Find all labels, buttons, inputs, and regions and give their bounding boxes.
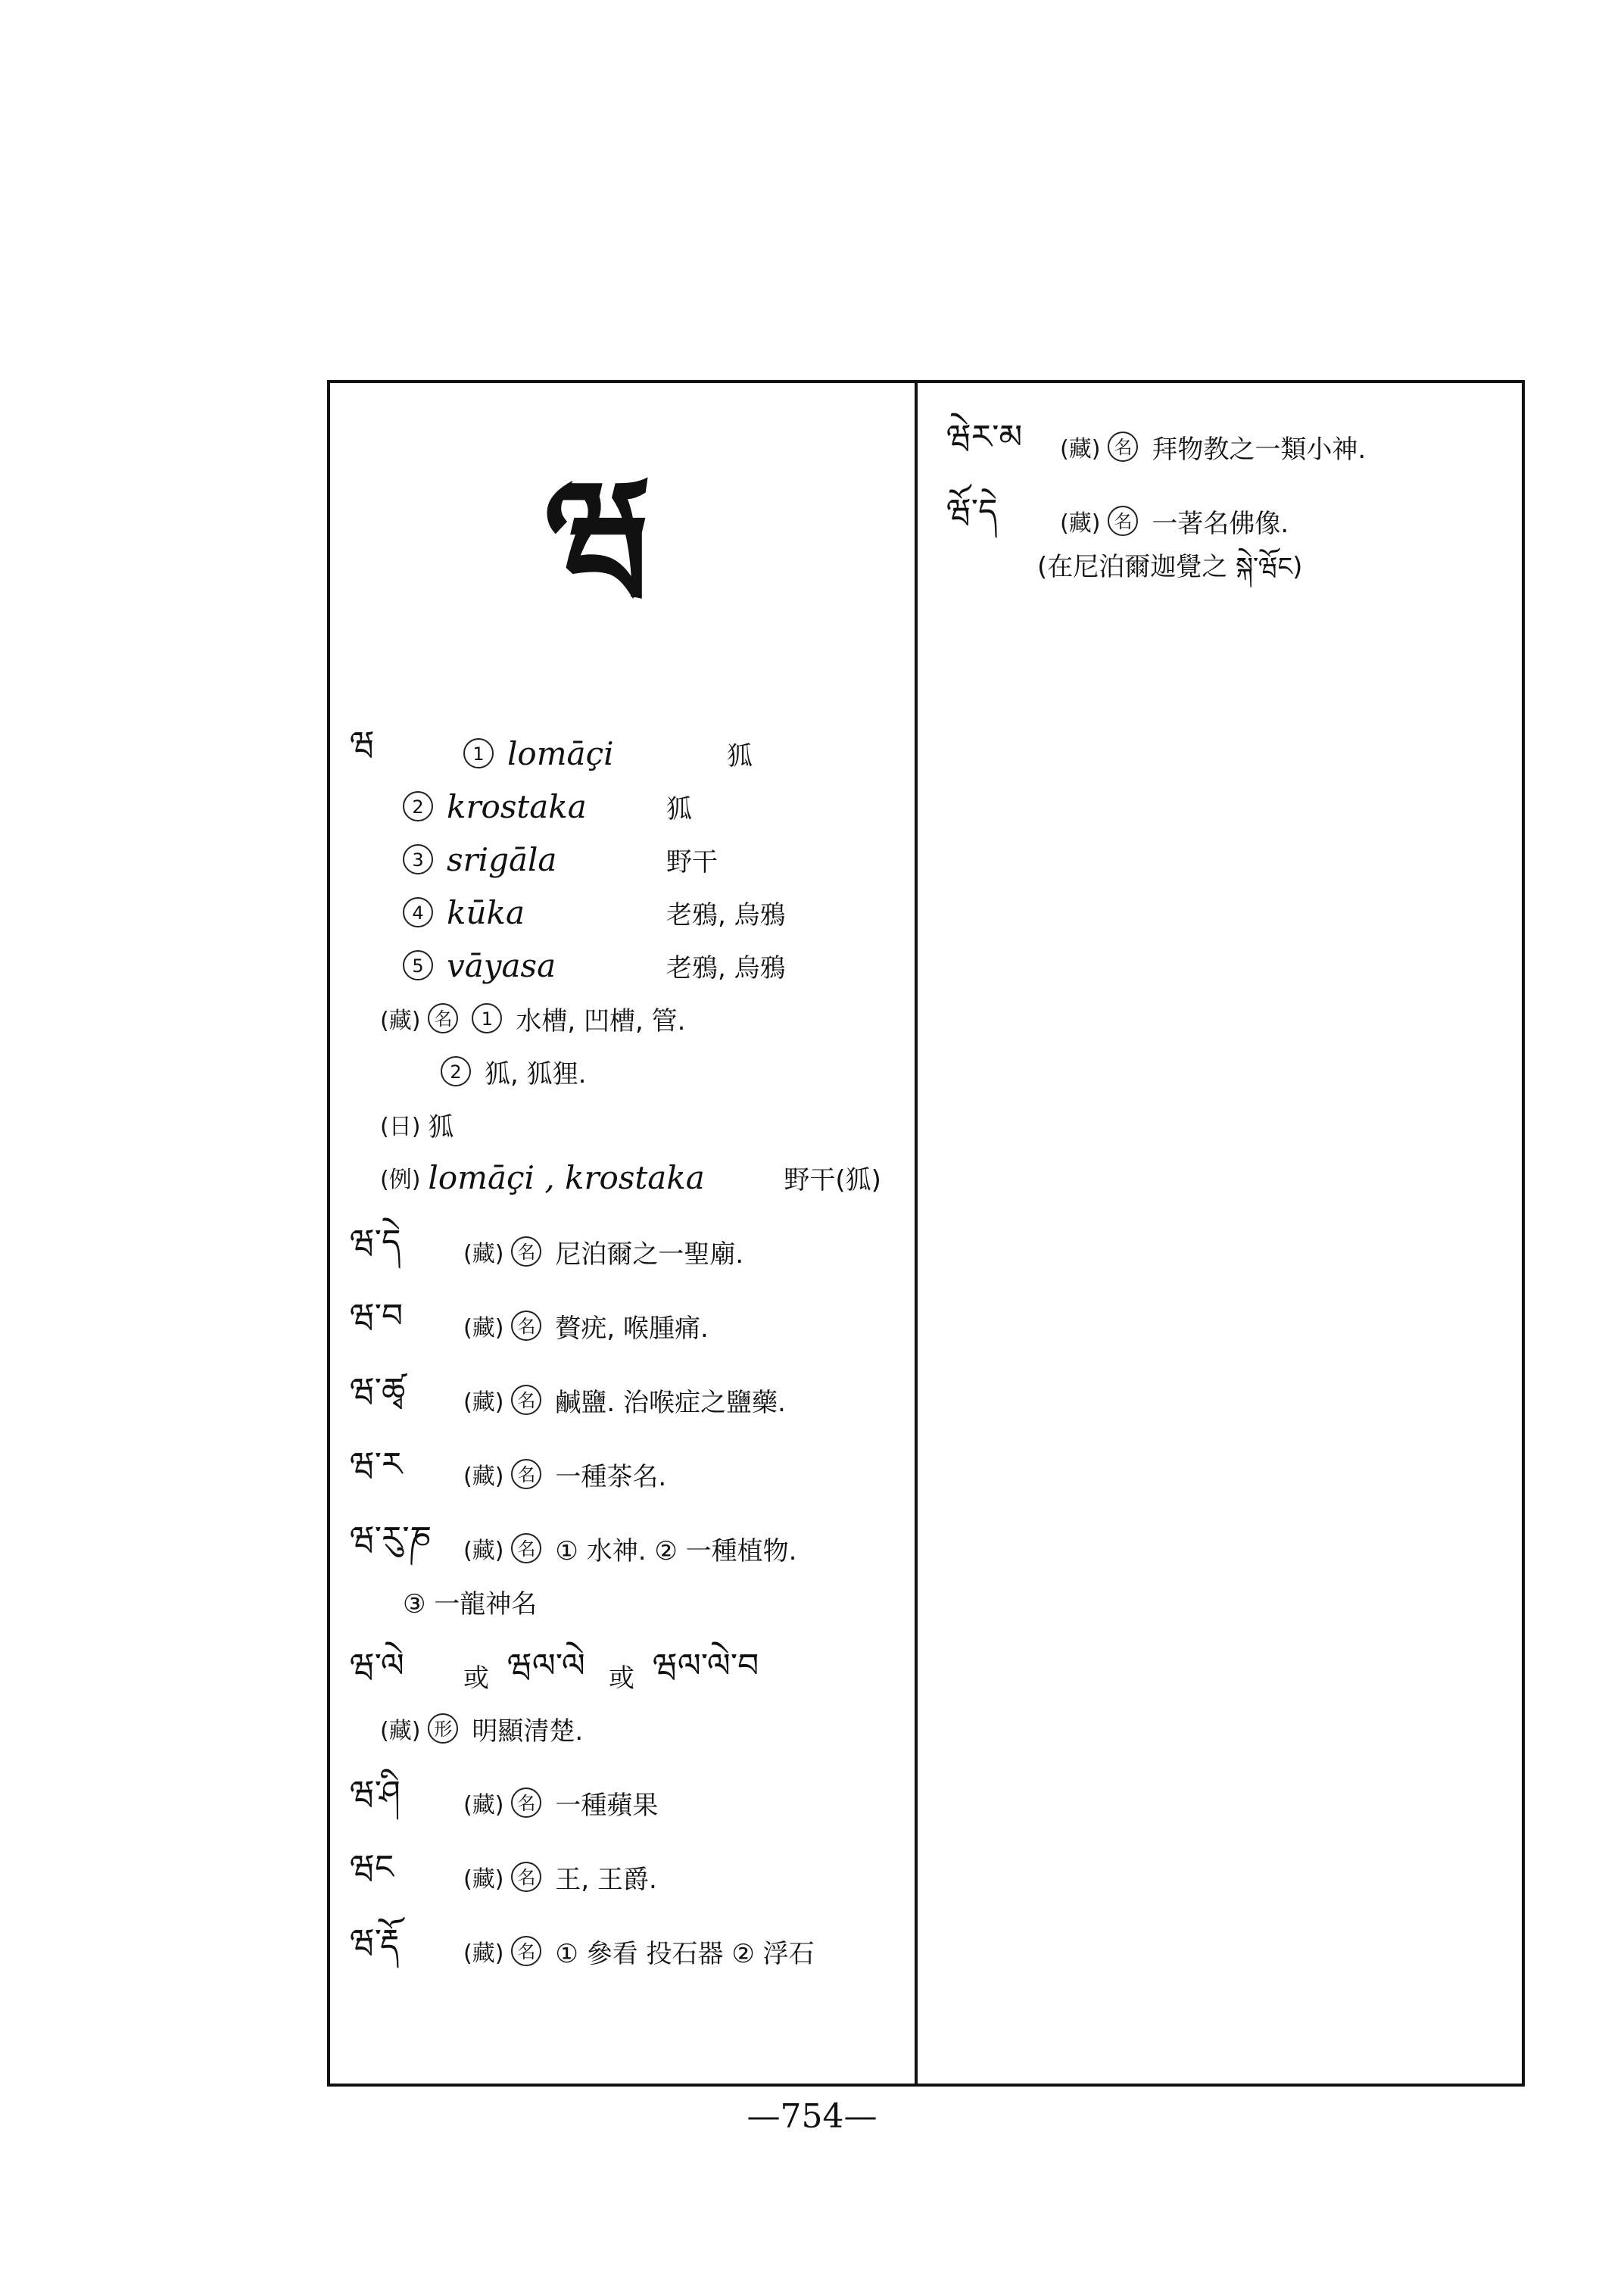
pos-mark: 名 — [511, 1533, 541, 1563]
pos-mark: 名 — [511, 1236, 541, 1267]
language-tag: (藏) — [463, 1538, 504, 1564]
chinese-gloss: ① 參看 投石器 ② 浮石 — [555, 1938, 815, 1969]
entry-line — [350, 1045, 910, 1098]
language-tag: (藏) — [463, 1866, 504, 1893]
entry-headword: ཝ་བ — [350, 1297, 404, 1336]
chinese-gloss: 老鴉, 烏鴉 — [666, 899, 786, 930]
entry-line — [350, 1299, 910, 1352]
entry-line — [350, 1373, 910, 1426]
chinese-gloss: 狐 — [428, 1111, 454, 1142]
chinese-gloss: ③ 一龍神名 — [403, 1588, 538, 1619]
entry-line — [350, 1445, 910, 1501]
sanskrit-term: lomāçi , krostaka — [428, 1158, 705, 1196]
entry-line — [350, 1776, 910, 1829]
left-column — [350, 727, 910, 1978]
entry-headword: ཝ་ར — [350, 1445, 403, 1484]
chinese-gloss: 狐, 狐狸. — [485, 1058, 587, 1089]
chinese-gloss: (在尼泊爾迦覺之 སྐེ་ཝོང) — [1037, 552, 1303, 582]
sanskrit-term: vāyasa — [447, 946, 556, 984]
entry-line — [350, 780, 910, 833]
language-tag: (例) — [380, 1167, 421, 1193]
sense-number: 5 — [403, 950, 433, 980]
pos-mark: 名 — [511, 1788, 541, 1818]
chinese-gloss: 一著名佛像. — [1152, 508, 1289, 539]
entry-line — [350, 1098, 910, 1151]
page-number: —754— — [747, 2097, 877, 2136]
chinese-gloss: 野干(狐) — [784, 1164, 881, 1195]
pos-mark: 名 — [511, 1862, 541, 1892]
chinese-gloss: 老鴉, 烏鴉 — [666, 952, 786, 983]
entry-line — [350, 939, 910, 992]
language-tag: (藏) — [463, 1241, 504, 1267]
chinese-gloss: 野干 — [666, 846, 718, 877]
entry-headword: ཝ — [350, 725, 375, 763]
pos-mark: 名 — [1108, 506, 1138, 536]
or-word: 或 — [609, 1663, 634, 1694]
entry-line — [350, 1151, 910, 1204]
chinese-gloss: 明顯清楚. — [472, 1716, 584, 1747]
pos-mark: 名 — [511, 1459, 541, 1489]
sanskrit-term: srigāla — [447, 840, 557, 878]
entry-line — [350, 992, 910, 1045]
entry-headword: ཝ་ཤི — [350, 1774, 401, 1812]
chinese-gloss: 水槽, 凹槽, 管. — [516, 1005, 686, 1036]
pos-mark: 名 — [511, 1385, 541, 1415]
chinese-gloss: 一種茶名. — [555, 1461, 667, 1492]
language-tag: (藏) — [463, 1792, 504, 1819]
language-tag: (藏) — [463, 1463, 504, 1490]
language-tag: (藏) — [380, 1718, 421, 1744]
entry-headword: ཝོ་དེ — [946, 492, 998, 531]
pos-mark: 名 — [1108, 432, 1138, 462]
entry-line — [350, 727, 910, 780]
entry-line — [350, 1922, 910, 1978]
chinese-gloss: 鹹鹽. 治喉症之鹽藥. — [555, 1387, 786, 1418]
sense-number: 1 — [472, 1003, 502, 1033]
sanskrit-term: kūka — [447, 893, 525, 931]
pos-mark: 形 — [428, 1713, 458, 1744]
entry-line — [350, 1702, 910, 1755]
entry-headword: ཝང — [350, 1848, 394, 1887]
section-head-letter: ཝ — [545, 450, 653, 617]
language-tag: (藏) — [463, 1315, 504, 1342]
language-tag: (藏) — [463, 1940, 504, 1967]
language-tag: (日) — [380, 1114, 421, 1140]
column-divider — [915, 380, 918, 2087]
pos-mark: 名 — [511, 1936, 541, 1966]
sanskrit-term: krostaka — [447, 787, 587, 825]
sense-number: 2 — [403, 791, 433, 821]
entry-headword: ཝ་ཚྭ — [350, 1371, 406, 1410]
entry-headword: ཝེར་མ — [946, 418, 1023, 457]
language-tag: (藏) — [380, 1008, 421, 1034]
entry-headword: ཝ་རུ་ཎ — [350, 1519, 432, 1558]
chinese-gloss: 尼泊爾之一聖廟. — [555, 1239, 744, 1270]
or-word: 或 — [463, 1663, 489, 1694]
sense-number: 1 — [463, 738, 494, 768]
chinese-gloss: 一種蘋果 — [555, 1790, 659, 1821]
entry-line — [350, 886, 910, 939]
entry-line — [946, 420, 1507, 473]
sense-number: 3 — [403, 844, 433, 874]
chinese-gloss: 狐 — [727, 740, 753, 771]
pos-mark: 名 — [428, 1003, 458, 1033]
entry-headword: ཝ་རྡོ — [350, 1922, 400, 1961]
entry-line — [350, 1519, 910, 1575]
entry-line — [350, 1649, 910, 1702]
entry-headword: ཝ་དེ — [350, 1223, 401, 1261]
chinese-gloss: 狐 — [666, 793, 692, 824]
language-tag: (藏) — [1060, 510, 1101, 537]
chinese-gloss: 王, 王爵. — [555, 1864, 657, 1895]
chinese-gloss: ① 水神. ② 一種植物. — [555, 1535, 797, 1566]
entry-line — [350, 1225, 910, 1278]
language-tag: (藏) — [1060, 436, 1101, 463]
sanskrit-term: lomāçi — [507, 734, 614, 772]
pos-mark: 名 — [511, 1311, 541, 1341]
entry-line — [350, 1850, 910, 1903]
entry-line — [946, 547, 1507, 600]
entry-headword: ཝ་ལེ — [350, 1647, 404, 1685]
entry-line — [350, 833, 910, 886]
sense-number: 4 — [403, 897, 433, 927]
sense-number: 2 — [441, 1056, 471, 1086]
right-column — [946, 420, 1507, 600]
language-tag: (藏) — [463, 1389, 504, 1416]
chinese-gloss: 贅疣, 喉腫痛. — [555, 1313, 709, 1344]
variant-headword: ཝལ་ལེ་བ — [653, 1647, 759, 1685]
entry-line — [350, 1575, 910, 1628]
variant-headword: ཝལ་ལེ — [507, 1647, 585, 1685]
chinese-gloss: 拜物教之一類小神. — [1152, 434, 1367, 465]
